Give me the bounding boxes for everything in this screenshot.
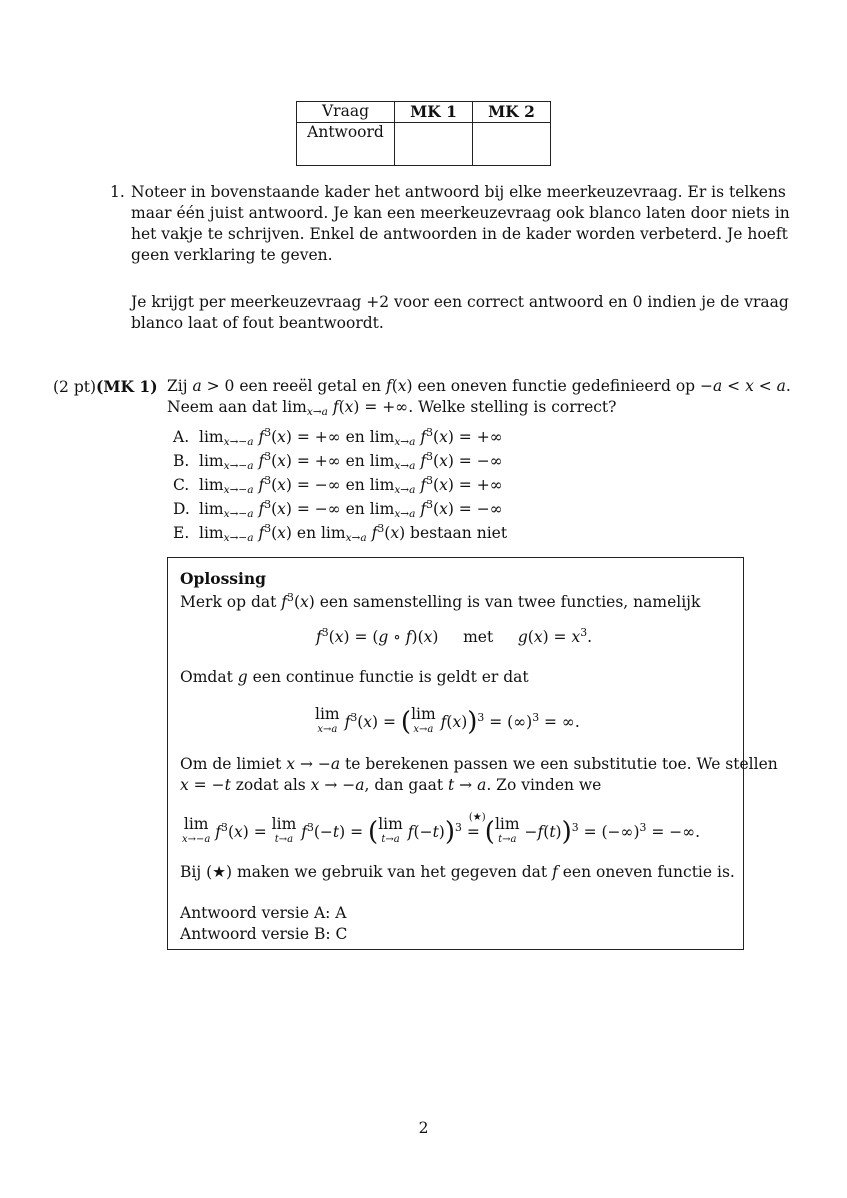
table-header-mk2: MK 2 [473, 102, 551, 123]
scoring-paragraph [131, 292, 789, 334]
solution-line: Omdat g een continue functie is geldt er dat [180, 668, 529, 686]
star-icon: ★ [212, 863, 227, 881]
table-row-label: Antwoord [297, 123, 395, 166]
star-icon: (★) [468, 812, 486, 823]
choice-b: B. $\lim_{x\to-a} f^3(x)$ = +∞ en $\lim_{x\to a} f^3(x)$ = −∞ [173, 450, 503, 473]
instructions-line: het vakje te schrijven. Enkel de antwoorden in de kader worden verbeterd. Je hoeft [131, 225, 788, 243]
solution-line: Merk op dat $f^3(x)$ een samenstelling is van twee functies, namelijk [180, 591, 701, 611]
choice-a: A. $\lim_{x\to-a} f^3(x)$ = +∞ en $\lim_{x\to a} f^3(x)$ = +∞ [173, 426, 503, 449]
table-header-question: Vraag [297, 102, 395, 123]
question-label: (MK 1) [96, 377, 158, 396]
answer-cell-mk2[interactable] [473, 123, 551, 166]
table-header-mk1: MK 1 [395, 102, 473, 123]
choice-letter: B. [173, 452, 190, 470]
instructions-paragraph [131, 182, 790, 266]
page-number: 2 [418, 1119, 429, 1137]
scoring-line: Je krijgt per meerkeuzevraag +2 voor een correct antwoord en 0 indien je de vraag [131, 293, 789, 311]
question-header [53, 376, 158, 398]
question-points: (2 pt) [53, 378, 97, 396]
answer-table [296, 101, 551, 166]
question-text: Zij a > 0 een reeël getal en f(x) een oneven functie gedefinieerd op −a < x < a. Neem aan dat $\lim_{x\to a} f(x)$ = +∞. Welke stelling is correct? [167, 377, 791, 419]
choice-e: E. $\lim_{x\to-a} f^3(x)$ en $\lim_{x\to a} f^3(x)$ bestaan niet [173, 522, 508, 545]
solution-line: Om de limiet x → −a te berekenen passen we een substitutie toe. We stellen x = −t zodat als x → −a, dan gaat t → a. Zo vinden we [180, 755, 778, 794]
choice-letter: E. [173, 524, 190, 542]
equation-limit-minus-a: lim x→−a $f^3(x) = \lim$ t→a $f^3(-t) = (\lim$ t→a f(−t))$^3$ (★) = (lim t→a −f(t))$^3$ = (−∞)$^3$ = −∞. [182, 812, 701, 847]
solution-line: Bij (★) maken we gebruik van het gegeven dat f een oneven functie is. [180, 863, 735, 881]
answer-cell-mk1[interactable] [395, 123, 473, 166]
solution-title: Oplossing [180, 569, 267, 588]
instructions-line: Noteer in bovenstaande kader het antwoord bij elke meerkeuzevraag. Er is telkens [131, 183, 786, 201]
scoring-line: blanco laat of fout beantwoordt. [131, 314, 384, 332]
solution-answer-b: Antwoord versie B: C [180, 925, 348, 943]
equation-composition: $f^3(x) = (g$ ∘ f)(x) met $g(x) = x^3$. [316, 626, 593, 646]
instructions-number: 1. [110, 183, 125, 201]
instructions-line: maar één juist antwoord. Je kan een meerkeuzevraag ook blanco laten door niets in [131, 204, 790, 222]
choice-letter: C. [173, 476, 190, 494]
choice-d: D. $\lim_{x\to-a} f^3(x)$ = −∞ en $\lim_{x\to a} f^3(x)$ = −∞ [173, 498, 503, 521]
choice-letter: D. [173, 500, 190, 518]
instructions-line: geen verklaring te geven. [131, 246, 333, 264]
choice-c: C. $\lim_{x\to-a} f^3(x)$ = −∞ en $\lim_{x\to a} f^3(x)$ = +∞ [173, 474, 503, 497]
choice-letter: A. [173, 428, 190, 446]
solution-answer-a: Antwoord versie A: A [180, 904, 347, 922]
equation-limit-a: lim x→a $f^3(x) = (\lim$ x→a f(x))$^3$ = (∞)$^3$ = ∞. [315, 705, 580, 737]
